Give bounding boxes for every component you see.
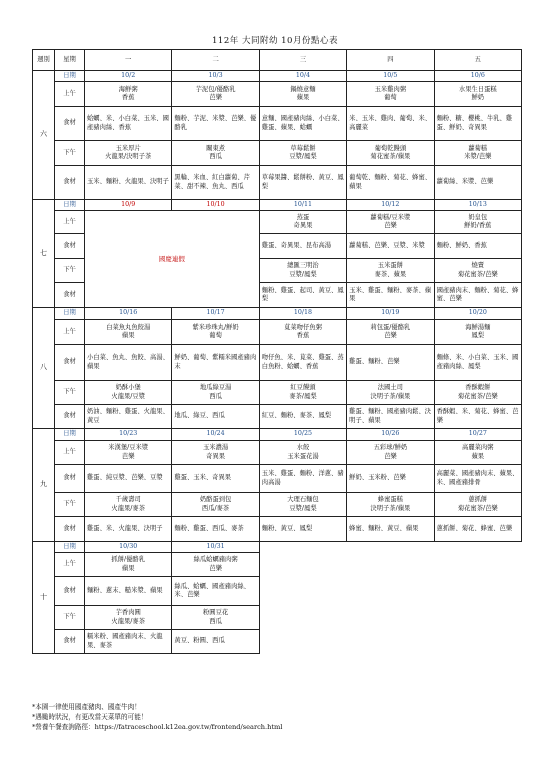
menu-cell: 海鮮湯麵 鳳梨 — [434, 320, 521, 345]
ingredients-cell: 奶油、麵粉、雞蛋、火龍果、黃豆 — [85, 405, 172, 429]
pm-row — [33, 141, 522, 166]
menu-cell: 米漢堡/豆米漿 芭樂 — [85, 441, 172, 465]
row-label: 日期 — [55, 429, 85, 441]
menu-cell: 海鮮粥 香蕉 — [85, 82, 172, 107]
date-row — [33, 71, 522, 82]
row-label: 食材 — [55, 465, 85, 493]
day-header: 二 — [172, 50, 259, 71]
menu-cell: 芋泥包/優酪乳 芭樂 — [172, 82, 259, 107]
date-row — [33, 200, 522, 211]
ingredients-cell: 麵條、米、小白菜、玉米、國產豬肉絲、鳳梨 — [434, 345, 521, 381]
menu-cell: 水餃 玉米蛋花湯 — [259, 441, 346, 465]
am-ingredients-row — [33, 465, 522, 493]
ingredients-cell: 雞蛋、玉米、奇異果 — [172, 465, 259, 493]
page-title: 112年 大同附幼 10月份點心表 — [212, 36, 338, 46]
menu-cell: 千歲壽司 火龍果/麥茶 — [85, 493, 172, 517]
date-cell: 10/12 — [347, 200, 434, 211]
row-label: 下午 — [55, 381, 85, 405]
ingredients-cell: 高麗菜、國產豬肉末、蘋果、米、國產豬排骨 — [434, 465, 521, 493]
footnote: *遇颱時狀況，有更改當天菜單的可能！ — [32, 713, 148, 722]
date-cell: 10/4 — [259, 71, 346, 82]
ingredients-cell: 麵粉、芋泥、米漿、芭樂、優酪乳 — [172, 107, 259, 141]
menu-cell: 葡萄乾饅頭 菊花蜜茶/蘋果 — [347, 141, 434, 166]
date-cell: 10/2 — [85, 71, 172, 82]
menu-cell: 玉米蛋餅 麥茶、蘋果 — [347, 259, 434, 283]
pm-ingredients-row — [33, 517, 522, 542]
footnote: *本園一律使用國產豬肉、國產牛肉！ — [32, 703, 141, 711]
date-cell: 10/31 — [172, 542, 259, 553]
ingredients-cell: 麵粉、黃豆、鳳梨 — [259, 517, 346, 542]
menu-cell: 總匯三明治 豆漿/鳳梨 — [259, 259, 346, 283]
week-number: 十 — [33, 542, 55, 654]
ingredients-cell: 麵粉、糖、櫻桃、牛乳、雞蛋、鮮奶、奇異果 — [434, 107, 521, 141]
ingredients-cell: 蔥抓餅、菊花、蜂蜜、芭樂 — [434, 517, 521, 542]
ingredients-cell: 雞蛋、奇異果、昆布高湯 — [259, 234, 346, 259]
date-cell: 10/11 — [259, 200, 346, 211]
row-label: 下午 — [55, 606, 85, 630]
ingredients-cell: 雞蛋、純豆漿、芭樂、豆漿 — [85, 465, 172, 493]
ingredients-cell: 麵粉、蔥末、糙米漿、蘋果 — [85, 577, 172, 606]
empty-area — [259, 542, 521, 654]
menu-cell: 水果生日蛋糕 鮮奶 — [434, 82, 521, 107]
ingredients-cell: 黑輪、米血、紅白蘿蔔、芹菜、甜不辣、魚丸、西瓜 — [172, 166, 259, 200]
weekday-header: 星期 — [55, 50, 85, 71]
menu-cell: 蔥抓餅 菊花蜜茶/芭樂 — [434, 493, 521, 517]
ingredients-cell: 黃豆、粉圓、西瓜 — [172, 630, 259, 654]
ingredients-cell: 玉米、麵粉、火龍果、決明子 — [85, 166, 172, 200]
menu-cell: 蒸蛋 奇異果 — [259, 211, 346, 234]
row-label: 食材 — [55, 345, 85, 381]
menu-cell: 蘿蔔糕/豆米漿 芭樂 — [347, 211, 434, 234]
menu-cell: 香酥蝦餅 菊花蜜茶/芭樂 — [434, 381, 521, 405]
pm-ingredients-row — [33, 166, 522, 200]
row-label: 食材 — [55, 166, 85, 200]
row-label: 食材 — [55, 577, 85, 606]
ingredients-cell: 麵粉、雞蛋、起司、黃豆、鳳梨 — [259, 283, 346, 308]
date-cell: 10/18 — [259, 308, 346, 320]
date-cell: 10/6 — [434, 71, 521, 82]
date-cell: 10/27 — [434, 429, 521, 441]
ingredients-cell: 小白菜、魚丸、魚餃、高湯、蘋果 — [85, 345, 172, 381]
week-number: 九 — [33, 429, 55, 542]
ingredients-cell: 鮮奶、葡萄、紫糯米國產豬肉末 — [172, 345, 259, 381]
snack-menu-table — [32, 49, 522, 654]
date-cell: 10/5 — [347, 71, 434, 82]
pm-row — [33, 381, 522, 405]
pm-ingredients-row — [33, 405, 522, 429]
row-label: 下午 — [55, 141, 85, 166]
menu-cell: 玉米厚片 火龍果/決明子茶 — [85, 141, 172, 166]
footnotes — [32, 702, 282, 733]
date-cell: 10/25 — [259, 429, 346, 441]
ingredients-cell: 絲瓜、蛤蠣、國產豬肉絲、米、芭樂 — [172, 577, 259, 606]
menu-cell: 奶酪蛋到包 西瓜/麥茶 — [172, 493, 259, 517]
ingredients-cell: 葡萄乾、麵粉、菊花、蜂蜜、蘋果 — [347, 166, 434, 200]
date-cell: 10/17 — [172, 308, 259, 320]
ingredients-cell: 玉米、雞蛋、麵粉、洋蔥、豬肉高湯 — [259, 465, 346, 493]
date-row — [33, 429, 522, 441]
ingredients-cell: 蘿蔔絲、米漿、芭樂 — [434, 166, 521, 200]
ingredients-cell: 蛤蠣、米、小白菜、玉米、國產豬肉絲、香蕉 — [85, 107, 172, 141]
row-label: 上午 — [55, 553, 85, 577]
ingredients-cell: 玉米、雞蛋、麵粉、麥茶、蘋果 — [347, 283, 434, 308]
row-label: 日期 — [55, 308, 85, 320]
ingredients-cell: 國產豬肉末、麵粉、菊花、蜂蜜、芭樂 — [434, 283, 521, 308]
date-cell: 10/20 — [434, 308, 521, 320]
ingredients-cell: 香酥蝦、米、菊花、蜂蜜、芭樂 — [434, 405, 521, 429]
ingredients-cell: 蜂蜜、麵粉、黃豆、蘋果 — [347, 517, 434, 542]
menu-cell: 芋香肉圓 火龍果/麥茶 — [85, 606, 172, 630]
menu-cell: 燒賣 菊花蜜茶/芭樂 — [434, 259, 521, 283]
row-label: 日期 — [55, 542, 85, 553]
date-cell: 10/26 — [347, 429, 434, 441]
ingredients-cell: 米、玉米、雞肉、葡萄、米、高麗菜 — [347, 107, 434, 141]
ingredients-cell: 紅豆、麵粉、麥茶、鳳梨 — [259, 405, 346, 429]
day-header: 三 — [259, 50, 346, 71]
menu-cell: 莉包蛋/優酪乳 芭樂 — [347, 320, 434, 345]
row-label: 上午 — [55, 82, 85, 107]
ingredients-cell: 雞蛋、麵粉、國產豬肉鬆、決明子、蘋果 — [347, 405, 434, 429]
row-label: 食材 — [55, 234, 85, 259]
row-label: 上午 — [55, 441, 85, 465]
holiday-notice: 國慶連假 — [85, 211, 260, 308]
week-number: 六 — [33, 71, 55, 200]
date-row — [33, 308, 522, 320]
row-label: 食材 — [55, 517, 85, 542]
row-label: 食材 — [55, 405, 85, 429]
menu-cell: 草莓鬆餅 豆漿/鳳梨 — [259, 141, 346, 166]
date-cell: 10/24 — [172, 429, 259, 441]
week-number: 七 — [33, 200, 55, 308]
week-header: 週別 — [33, 50, 55, 71]
row-label: 上午 — [55, 211, 85, 234]
menu-cell: 蘿蔔糕 米漿/芭樂 — [434, 141, 521, 166]
menu-cell: 高麗菜肉粥 蘋果 — [434, 441, 521, 465]
menu-cell: 地瓜綠豆湯 西瓜 — [172, 381, 259, 405]
row-label: 下午 — [55, 493, 85, 517]
pm-row — [33, 493, 522, 517]
menu-cell: 白菜魚丸魚餃湯 蘋果 — [85, 320, 172, 345]
am-row — [33, 441, 522, 465]
week-number: 八 — [33, 308, 55, 429]
menu-cell: 玉米濃湯 奇異果 — [172, 441, 259, 465]
ingredients-cell: 雞蛋、麵粉、芭樂 — [347, 345, 434, 381]
footnote-url: *營養午餐查詢路徑：https://fatraceschool.k12ea.gov.tw/frontend/search.html — [32, 723, 283, 732]
ingredients-cell: 吻仔魚、米、莧菜、雞蛋、蒸白魚粉、蛤蠣、香蕉 — [259, 345, 346, 381]
menu-cell: 奶皇包 鮮奶/香蕉 — [434, 211, 521, 234]
row-label: 日期 — [55, 71, 85, 82]
menu-cell: 法國土司 決明子茶/蘋果 — [347, 381, 434, 405]
date-cell: 10/16 — [85, 308, 172, 320]
am-ingredients-row — [33, 107, 522, 141]
day-header: 一 — [85, 50, 172, 71]
date-cell-holiday: 10/9 — [85, 200, 172, 211]
date-cell: 10/23 — [85, 429, 172, 441]
menu-cell: 鍋燒意麵 蘋果 — [259, 82, 346, 107]
am-row — [33, 82, 522, 107]
menu-cell: 奶酥小堡 火龍果/豆漿 — [85, 381, 172, 405]
menu-cell: 粉圓豆花 西瓜 — [172, 606, 259, 630]
ingredients-cell: 蘿蔔糕、芭樂、豆漿、米漿 — [347, 234, 434, 259]
menu-cell: 紅豆饅頭 麥茶/鳳梨 — [259, 381, 346, 405]
row-label: 食材 — [55, 107, 85, 141]
menu-cell: 五彩球/鮮奶 芭樂 — [347, 441, 434, 465]
day-header: 四 — [347, 50, 434, 71]
row-label: 食材 — [55, 283, 85, 308]
am-ingredients-row — [33, 345, 522, 381]
row-label: 上午 — [55, 320, 85, 345]
date-cell: 10/3 — [172, 71, 259, 82]
menu-cell: 玉米雞肉粥 葡萄 — [347, 82, 434, 107]
menu-cell: 絲瓜蛤蠣豬肉粥 芭樂 — [172, 553, 259, 577]
date-cell: 10/13 — [434, 200, 521, 211]
menu-cell: 紫米珍珠丸/鮮奶 葡萄 — [172, 320, 259, 345]
ingredients-cell: 糯米粉、國產豬肉末、火龍果、麥茶 — [85, 630, 172, 654]
ingredients-cell: 草莓果醬、鬆餅粉、黃豆、鳳梨 — [259, 166, 346, 200]
am-row — [33, 320, 522, 345]
date-cell-holiday: 10/10 — [172, 200, 259, 211]
menu-cell: 抓餅/優酪乳 蘋果 — [85, 553, 172, 577]
menu-cell: 莧菜吻仔魚粥 香蕉 — [259, 320, 346, 345]
day-header: 五 — [434, 50, 521, 71]
header-row — [33, 50, 522, 71]
ingredients-cell: 麵粉、雞蛋、西瓜、麥茶 — [172, 517, 259, 542]
ingredients-cell: 雞蛋、米、火龍果、決明子 — [85, 517, 172, 542]
ingredients-cell: 麵粉、鮮奶、香蕉 — [434, 234, 521, 259]
ingredients-cell: 鮮奶、玉米粉、芭樂 — [347, 465, 434, 493]
ingredients-cell: 地瓜、綠豆、西瓜 — [172, 405, 259, 429]
menu-cell: 蜂蜜蛋糕 決明子茶/蘋果 — [347, 493, 434, 517]
menu-cell: 大理石麵包 豆漿/鳳梨 — [259, 493, 346, 517]
row-label: 食材 — [55, 630, 85, 654]
date-cell: 10/19 — [347, 308, 434, 320]
row-label: 下午 — [55, 259, 85, 283]
ingredients-cell: 意麵、國產豬肉絲、小白菜、雞蛋、蘋果、蛤蠣 — [259, 107, 346, 141]
am-row — [33, 211, 522, 234]
date-cell: 10/30 — [85, 542, 172, 553]
menu-cell: 關東煮 西瓜 — [172, 141, 259, 166]
date-row — [33, 542, 522, 553]
row-label: 日期 — [55, 200, 85, 211]
